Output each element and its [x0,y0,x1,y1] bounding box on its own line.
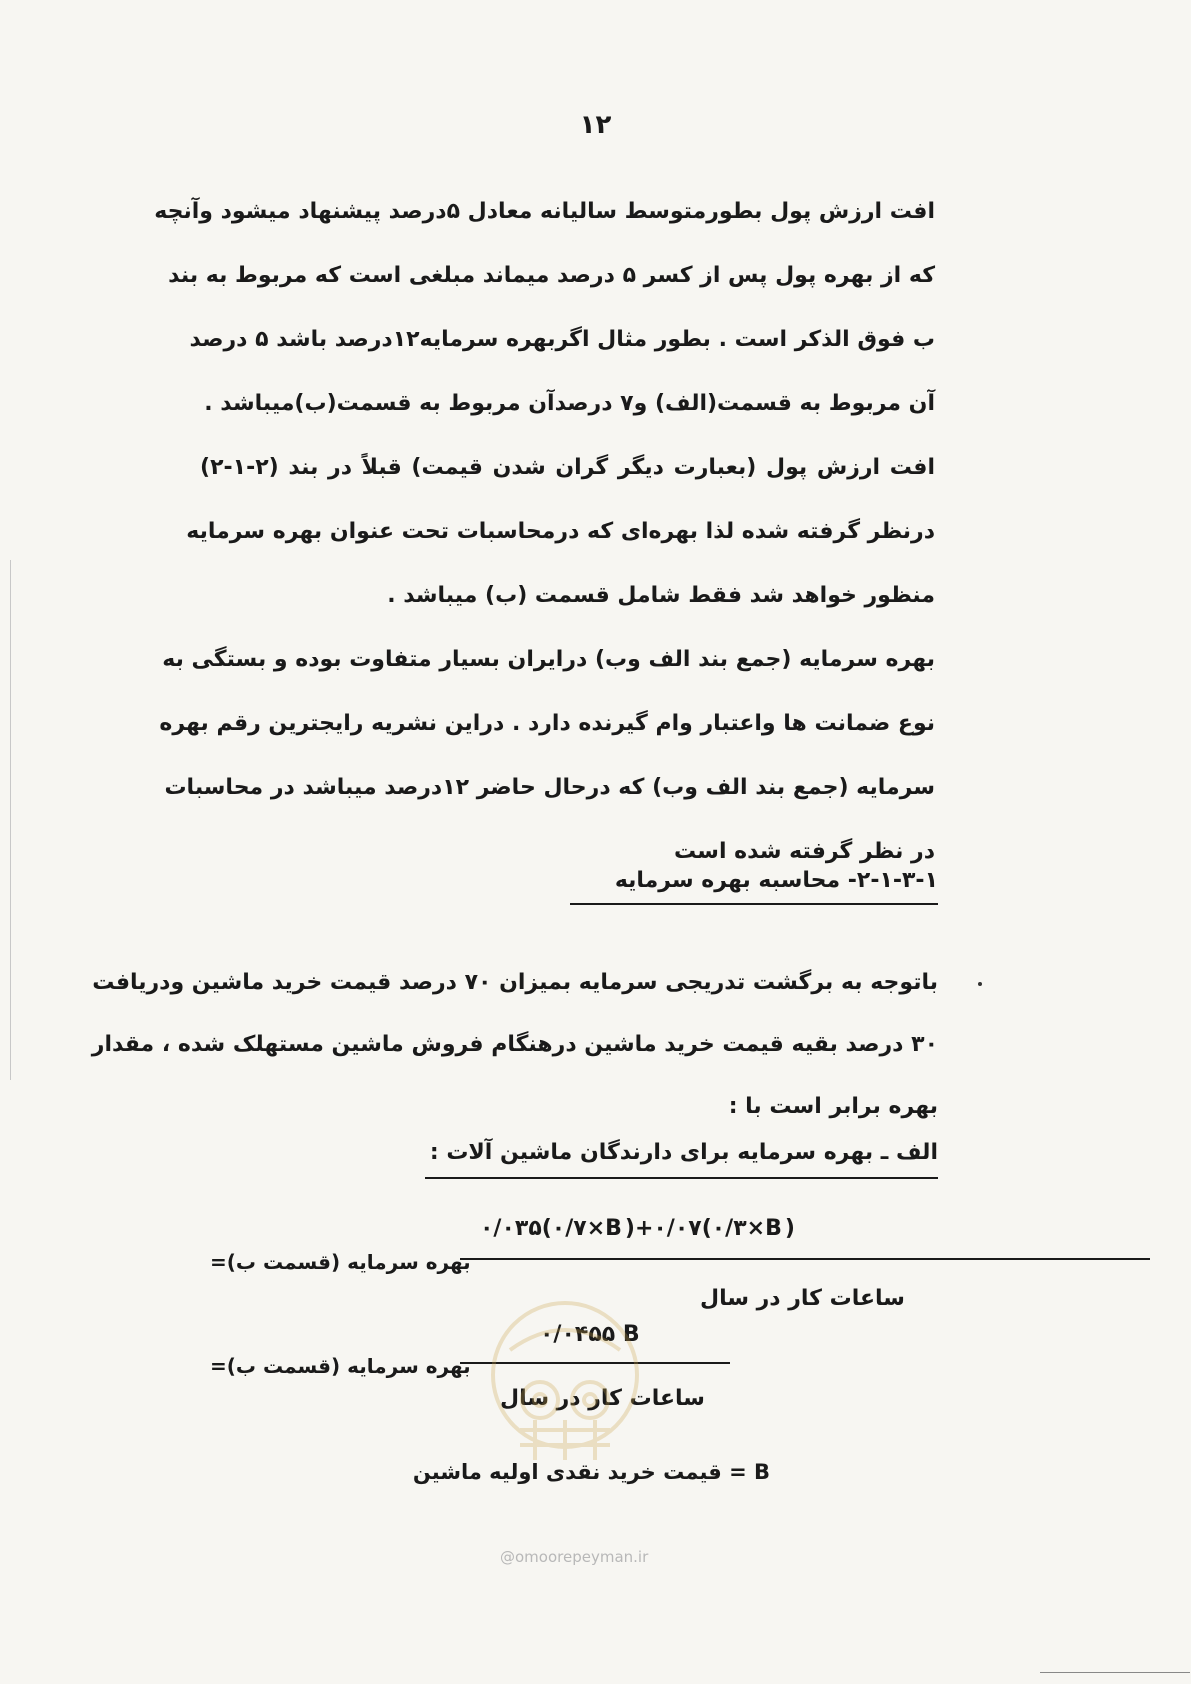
paragraph-line: افت ارزش پول بطورمتوسط سالیانه معادل ۵درصد پیشنهاد میشود وآنچه [154,199,935,224]
scan-bottom-line [1040,1672,1190,1673]
page-number: ۱۲ [579,110,612,140]
section-text [91,952,938,1138]
watermark-url: @omoorepeyman.ir [500,1548,649,1566]
section-line: ۳۰ درصد بقیه قیمت خرید ماشین درهنگام فروش ماشین مستهلک شده ، مقدار [91,1032,938,1057]
formula-2-fraction-bar [460,1362,730,1364]
paragraph-line: آن مربوط به قسمت(الف) و۷ درصدآن مربوط به قسمت(ب)میباشد . [204,391,935,416]
subheading: الف ـ بهره سرمایه برای دارندگان ماشین آلات : [425,1140,938,1179]
section-line: باتوجه به برگشت تدریجی سرمایه بمیزان ۷۰ درصد قیمت خرید ماشین ودریافت [92,970,938,995]
formula-2-numerator: ۰/۰۴۵۵ B [540,1322,643,1347]
body-paragraphs [154,180,935,884]
formula-1 [210,1214,940,1324]
paragraph-line: در نظر گرفته شده است [674,839,935,864]
section-line: بهره برابر است با : [728,1094,938,1119]
paragraph-line: نوع ضمانت ها واعتبار وام گیرنده دارد . دراین نشریه رایجترین رقم بهره [159,711,935,736]
paragraph-line: منظور خواهد شد فقط شامل قسمت (ب) میباشد . [387,583,935,608]
section-heading: ۲-۱-۳-۱- محاسبه بهره سرمایه [570,868,938,905]
paragraph-line: سرمایه (جمع بند الف وب) که درحال حاضر ۱۲درصد میباشد در محاسبات [164,775,935,800]
variable-definition: B = قیمت خرید نقدی اولیه ماشین [412,1460,770,1484]
bullet-mark [978,982,982,986]
paragraph-line: بهره سرمایه (جمع بند الف وب) درایران بسیار متفاوت بوده و بستگی به [162,647,935,672]
section-heading-container [570,868,938,905]
scan-edge-line [10,560,11,1080]
subheading-container [425,1140,938,1179]
formula-2 [210,1318,740,1428]
formula-1-denominator: ساعات کار در سال [700,1286,905,1311]
paragraph-line: درنظر گرفته شده لذا بهره‌ای که درمحاسبات تحت عنوان بهره سرمایه [186,519,935,544]
formula-1-fraction-bar [460,1258,1150,1260]
formula-1-lhs: بهره سرمایه (قسمت ب)= [210,1250,471,1274]
paragraph-line: که از بهره پول پس از کسر ۵ درصد میماند مبلغی است که مربوط به بند [168,263,935,288]
formula-2-denominator: ساعات کار در سال [500,1386,705,1411]
paragraph-line: افت ارزش پول (بعبارت دیگر گران شدن قیمت) قبلاً در بند (۲-۱-۲) [200,455,935,480]
formula-2-lhs: بهره سرمایه (قسمت ب)= [210,1354,471,1378]
formula-1-numerator: ۰/۰۳۵(۰/۷×B)+۰/۰۷(۰/۳×B) [480,1216,795,1241]
paragraph-line: ب فوق الذکر است . بطور مثال اگربهره سرمایه۱۲درصد باشد ۵ درصد [189,327,935,352]
